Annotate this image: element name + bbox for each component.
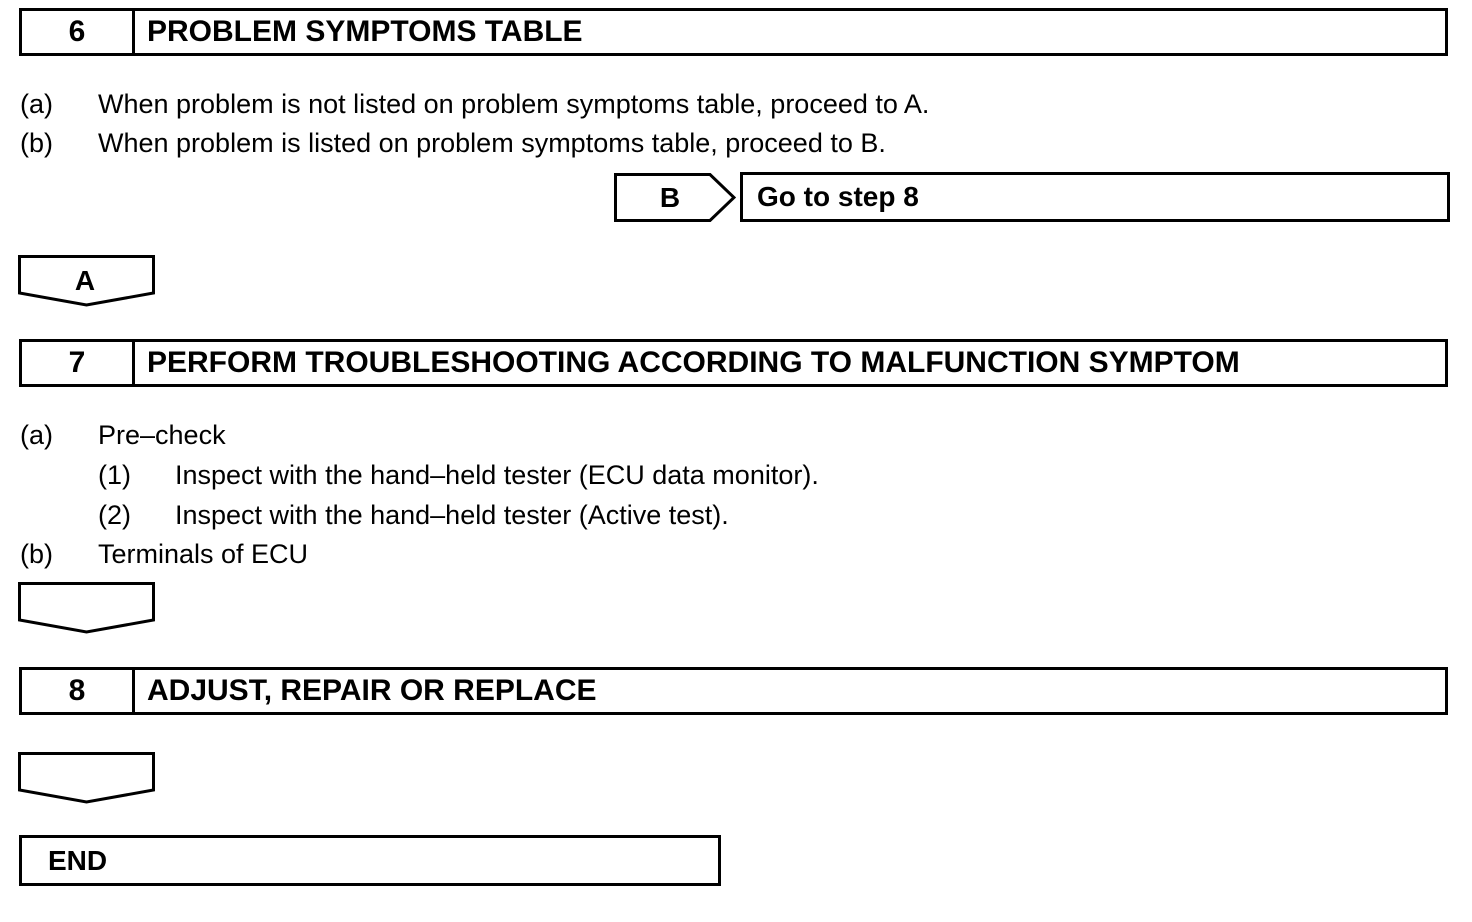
step-title: PERFORM TROUBLESHOOTING ACCORDING TO MALFUNCTION SYMPTOM	[147, 346, 1240, 379]
item-label: (a)	[20, 420, 53, 450]
item-label: (b)	[20, 539, 53, 569]
item-label: (b)	[20, 128, 53, 158]
item-text: Inspect with the hand–held tester (Active test).	[175, 500, 729, 530]
flow-arrow-to-end[interactable]	[18, 752, 156, 804]
item-text: When problem is not listed on problem symptoms table, proceed to A.	[98, 89, 930, 119]
down-arrow-icon	[18, 752, 156, 804]
down-arrow-icon	[18, 582, 156, 634]
item-text: Terminals of ECU	[98, 539, 309, 569]
step-title: PROBLEM SYMPTOMS TABLE	[147, 15, 583, 48]
step-number: 7	[22, 342, 135, 384]
flow-arrow-to-step-8[interactable]	[18, 582, 156, 634]
branch-b-label: B	[659, 181, 681, 213]
item-text: When problem is listed on problem symptoms table, proceed to B.	[98, 128, 886, 158]
item-label: (1)	[98, 460, 131, 490]
branch-b-arrow[interactable]	[614, 173, 736, 222]
step-6-header	[19, 8, 1448, 56]
step-number: 8	[22, 670, 135, 712]
item-text: Pre–check	[98, 420, 226, 450]
item-label: (2)	[98, 500, 131, 530]
item-text: Inspect with the hand–held tester (ECU data monitor).	[175, 460, 819, 490]
step-8-header	[19, 667, 1448, 715]
end-box: END	[19, 835, 721, 886]
branch-a-arrow[interactable]	[18, 255, 156, 307]
item-label: (a)	[20, 89, 53, 119]
branch-a-label: A	[74, 265, 96, 296]
goto-step-8-box[interactable]: Go to step 8	[740, 172, 1450, 222]
step-number: 6	[22, 11, 135, 53]
step-7-header	[19, 339, 1448, 387]
step-title: ADJUST, REPAIR OR REPLACE	[147, 674, 597, 707]
